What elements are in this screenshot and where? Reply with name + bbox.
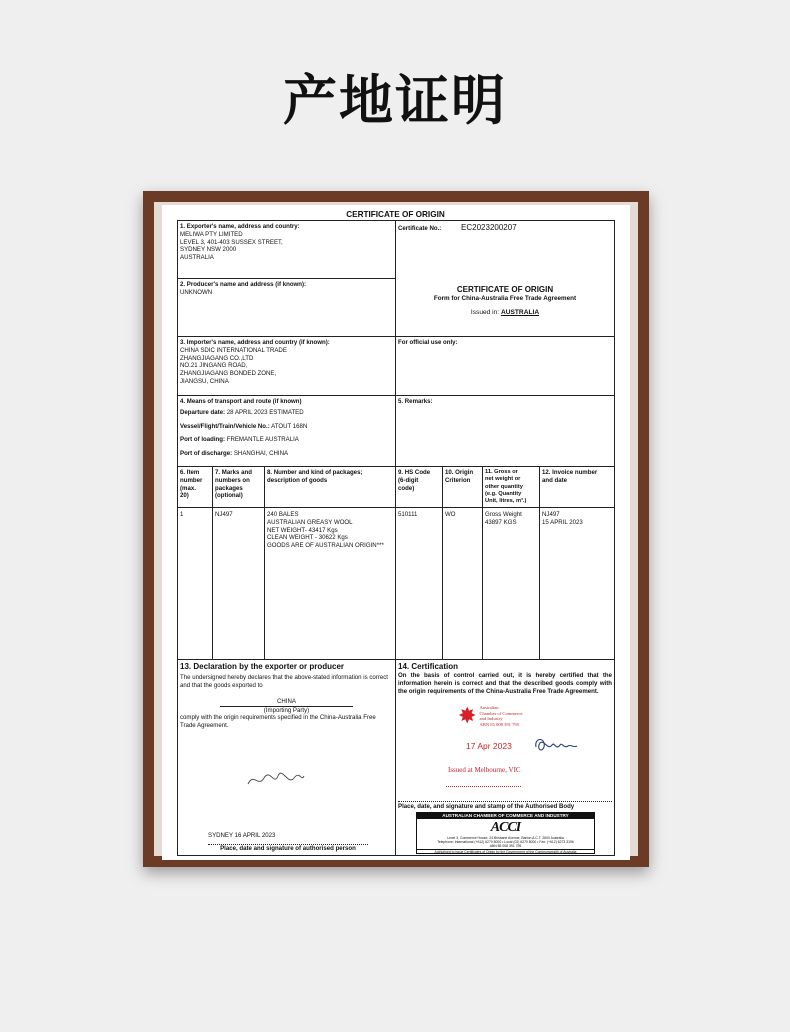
certificate-number-box <box>396 221 614 251</box>
cell-hs-code: 510111 <box>398 511 418 518</box>
certification-footer: Place, date, and signature and stamp of the Authorised Body <box>398 801 612 811</box>
loading-label: Port of loading: <box>180 436 226 444</box>
declaration-comply: comply with the origin requirements specified in the China-Australia Free Trade Agreement. <box>180 714 376 730</box>
issued-in-value: AUSTRALIA <box>500 309 540 317</box>
loading-value: FREMANTLE AUSTRALIA <box>226 436 299 444</box>
producer-value: UNKNOWN <box>180 288 213 296</box>
issued-at-line <box>446 786 521 787</box>
exporter-value: MELIWA PTY LIMITED LEVEL 3, 401-403 SUSSEX STREET, SYDNEY NSW 2000 AUSTRALIA <box>180 230 283 262</box>
declaration-country: CHINA <box>220 698 353 707</box>
col-header-description: 8. Number and kind of packages; description of goods <box>267 469 363 484</box>
cell-weight: Gross Weight 43897 KGS <box>485 511 522 526</box>
discharge-label: Port of discharge: <box>180 450 233 458</box>
cell-invoice: NJ497 15 APRIL 2023 <box>542 511 583 526</box>
certifier-signature <box>532 735 580 755</box>
certificate-of-origin <box>177 210 614 855</box>
discharge-value: SHANGHAI, CHINA <box>233 450 289 458</box>
issued-at: Issued at Melbourne, VIC <box>448 766 521 774</box>
col-header-origin: 10. Origin Criterion <box>445 469 474 484</box>
vessel-label: Vessel/Flight/Train/Vehicle No.: <box>180 422 270 430</box>
acci-address: Level 3, Commerce House, 24 Brisbane Avenue, Barton A.C.T. 2600 Australia Telephone: International (+612) 6270 8000 • Local (02) 6270 8000 • Fax: (+612) 6273 3196 ABN 85 008 391 795 <box>437 835 574 848</box>
producer-box <box>178 279 395 336</box>
declaration-place-date: SYDNEY 16 APRIL 2023 <box>208 832 276 839</box>
importing-party-label: (Importing Party) <box>263 706 310 714</box>
cell-item: 1 <box>180 511 184 518</box>
transport-box <box>178 396 395 466</box>
cell-origin: WO <box>445 511 456 518</box>
declaration-text: The undersigned hereby declares that the above-stated information is correct and that the goods exported to <box>180 674 388 690</box>
col-header-marks: 7. Marks and numbers on packages (optional) <box>215 469 252 500</box>
importer-value: CHINA SDIC INTERNATIONAL TRADE ZHANGJIAGANG CO.,LTD NO.21 JINGANG ROAD, ZHANGJIAGANG BONDED ZONE, JIANGSU, CHINA <box>180 346 287 385</box>
col-header-invoice: 12. Invoice number and date <box>542 469 598 484</box>
acci-logo: ACCI <box>490 819 521 835</box>
certificate-number-label: Certificate No.: <box>398 225 442 232</box>
page-title: 产地证明 <box>283 69 507 132</box>
importer-box <box>178 337 395 395</box>
chamber-logo <box>458 705 523 727</box>
certification-text: On the basis of control carried out, it is hereby certified that the information herein is correct and that the described goods comply with the origin requirements of the China-Australia Free Trade Agreement. <box>398 672 612 695</box>
cell-description: 240 BALES AUSTRALIAN GREASY WOOL NET WEIGHT- 43417 Kgs CLEAN WEIGHT - 30622 Kgs GOODS ARE OF AUSTRALIAN ORIGIN*** <box>267 511 384 550</box>
chamber-star-icon: ✸ <box>458 703 477 728</box>
exporter-box <box>178 221 395 278</box>
exporter-label: 1. Exporter's name, address and country: <box>180 223 300 230</box>
stamp-date: 17 Apr 2023 <box>466 741 512 751</box>
remarks-label: 5. Remarks: <box>398 398 433 405</box>
form-title-block <box>396 283 614 333</box>
departure-value: 28 APRIL 2023 ESTIMATED <box>226 408 304 416</box>
acci-header: AUSTRALIAN CHAMBER OF COMMERCE AND INDUSTRY <box>417 813 594 819</box>
official-use-box <box>396 337 614 395</box>
col-header-weight: 11. Gross or net weight or other quantity (e.g. Quantity Unit, litres, m³.) <box>485 469 527 505</box>
certificate-grid <box>177 220 615 856</box>
form-subtitle: Form for China-Australia Free Trade Agreement <box>433 295 577 303</box>
acci-authorised: Authorised to issue Certificates of Origin by the Government of the Commonwealth of Australia <box>417 849 594 854</box>
exporter-signature <box>246 768 306 790</box>
producer-label: 2. Producer's name and address (if known): <box>180 281 307 288</box>
declaration-title: 13. Declaration by the exporter or producer <box>180 662 345 671</box>
certificate-number-value: EC2023200207 <box>461 223 517 232</box>
col-header-item: 6. Item number (max. 20) <box>180 469 203 500</box>
remarks-box <box>396 396 614 466</box>
vessel-value: ATOUT 168N <box>271 422 308 430</box>
certification-box <box>396 660 614 855</box>
cell-marks: NJ497 <box>215 511 233 518</box>
grid-divider <box>178 507 614 508</box>
col-header-hs-code: 9. HS Code (6-digit code) <box>398 469 431 492</box>
declaration-footer: Place, date and signature of authorised person <box>208 844 368 853</box>
declaration-box <box>178 660 395 855</box>
importer-label: 3. Importer's name, address and country (if known): <box>180 339 330 346</box>
chamber-logo-text: Australian Chamber of Commerce and Industry ABN 85 008 391 795 <box>479 705 523 727</box>
acci-stamp <box>416 812 595 854</box>
departure-label: Departure date: <box>180 408 226 416</box>
certificate-header: CERTIFICATE OF ORIGIN <box>346 210 445 219</box>
transport-label: 4. Means of transport and route (if known) <box>180 398 302 405</box>
issued-in-label: Issued in: <box>470 309 500 317</box>
official-use-label: For official use only: <box>398 339 458 346</box>
certification-title: 14. Certification <box>398 662 459 671</box>
form-title: CERTIFICATE OF ORIGIN <box>456 285 554 294</box>
